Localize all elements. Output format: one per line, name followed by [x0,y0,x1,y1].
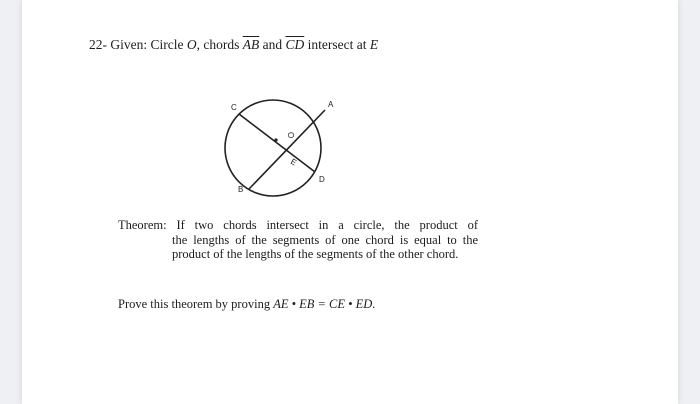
intersection-point: E [369,37,379,52]
prove-statement [118,297,375,312]
circle-name: O [186,37,197,52]
intersect-word: intersect at [307,37,367,52]
theorem-body: the lengths of the segments of one chord is equal to the product of the lengths of the segments of the other chord. [172,232,478,261]
label-o: O [286,132,295,139]
label-c: C [231,103,237,112]
prove-prefix: Prove this theorem by proving [118,297,271,311]
problem-statement [89,37,378,53]
label-b: B [238,185,244,194]
chord-cd-line [239,114,315,172]
and-word: and [262,37,283,52]
theorem-block [118,218,478,262]
problem-number: 22- [89,37,107,52]
prove-equation: AE • EB = CE • ED. [273,297,376,311]
chord-ab: $\overline{AB}$ [242,37,260,52]
document-page [22,0,678,404]
chords-word: , chords [196,37,240,52]
circle-diagram [197,88,347,203]
chord-cd: $\overline{CD}$ [285,37,305,52]
theorem-first-line [118,218,478,233]
label-e: E [289,156,299,168]
center-point [274,138,277,141]
theorem-label: Theorem: [118,218,167,232]
theorem-line-1: If two chords intersect in a circle, the product of [176,218,479,232]
given-prefix: Given: Circle [110,37,184,52]
label-d: D [319,175,325,184]
chord-ab-line [249,110,325,189]
label-a: A [328,100,334,109]
